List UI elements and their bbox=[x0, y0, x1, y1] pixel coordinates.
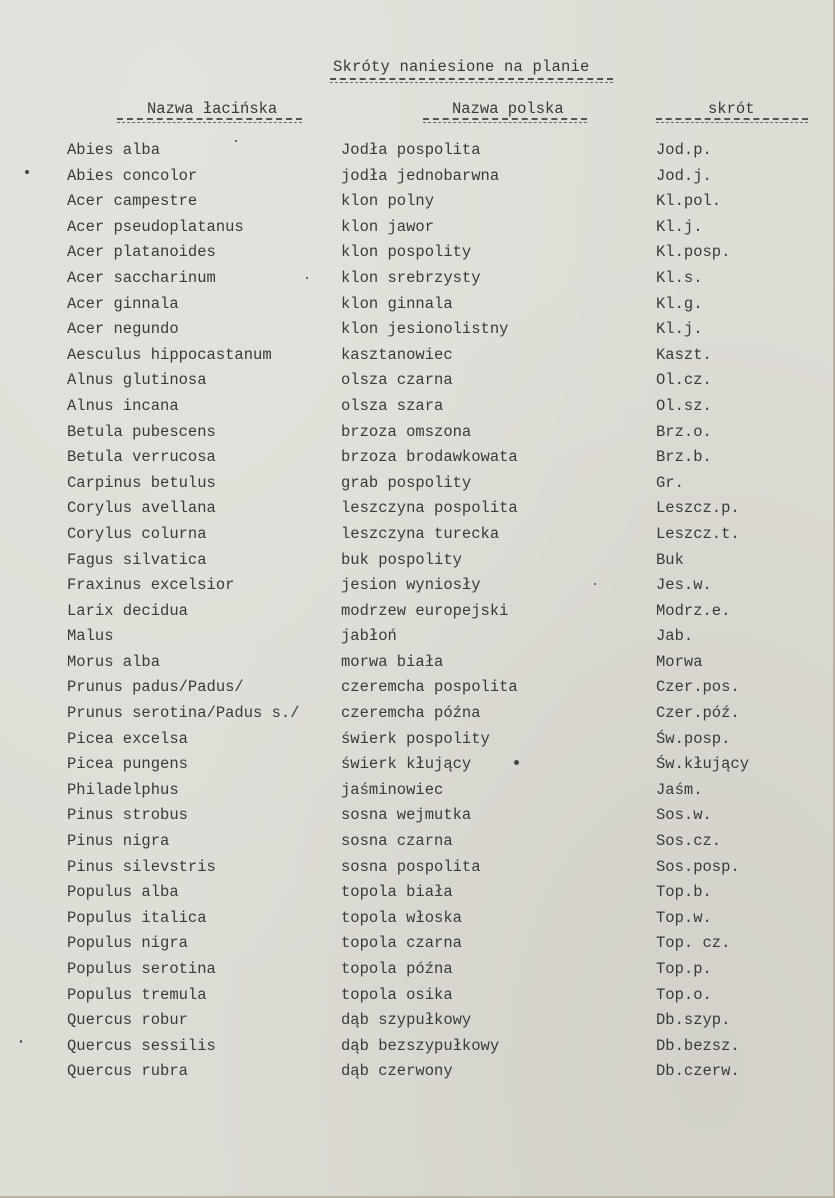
table-row bbox=[0, 777, 833, 803]
abbreviation-cell: Jod.p. bbox=[656, 141, 712, 159]
paper-speck bbox=[20, 1040, 22, 1043]
abbreviation-cell: Brz.b. bbox=[656, 448, 712, 467]
latin-name-cell: Philadelphus bbox=[67, 780, 179, 799]
polish-name-cell: brzoza omszona bbox=[341, 422, 472, 441]
polish-name-cell: dąb czerwony bbox=[341, 1062, 453, 1081]
latin-name-cell: Acer campestre bbox=[67, 192, 198, 211]
latin-name-cell: Alnus glutinosa bbox=[67, 371, 207, 390]
latin-name-cell: Populus italica bbox=[67, 908, 207, 927]
latin-name-cell: Abies concolor bbox=[67, 166, 198, 185]
table-row bbox=[0, 649, 833, 675]
polish-name-cell: klon polny bbox=[341, 192, 435, 211]
table-row bbox=[0, 828, 833, 854]
polish-name-cell: dąb szypułkowy bbox=[341, 1011, 472, 1030]
abbreviation-cell: Sos.cz. bbox=[656, 832, 722, 851]
table-row bbox=[0, 982, 833, 1008]
table-row bbox=[0, 674, 833, 700]
latin-name-cell: Acer pseudoplatanus bbox=[67, 217, 244, 236]
polish-name-cell: buk pospolity bbox=[341, 550, 462, 569]
latin-name-cell: Populus tremula bbox=[67, 985, 207, 1004]
abbreviation-cell: Jaśm. bbox=[656, 780, 703, 799]
title-underline bbox=[330, 78, 613, 80]
abbreviation-cell: Kl.j. bbox=[656, 320, 703, 339]
latin-name-cell: Populus alba bbox=[67, 883, 179, 902]
polish-name-cell: klon jesionolistny bbox=[341, 320, 509, 339]
table-row bbox=[0, 316, 833, 342]
abbreviation-cell: Ol.cz. bbox=[656, 371, 712, 390]
table-row bbox=[0, 495, 833, 521]
polish-name-cell: klon ginnala bbox=[341, 294, 453, 313]
table-row bbox=[0, 598, 833, 624]
abbreviation-cell: Czer.póź. bbox=[656, 704, 740, 723]
table-row bbox=[0, 700, 833, 726]
latin-name-cell: Prunus serotina/Padus s./ bbox=[67, 704, 300, 723]
latin-name-cell: Corylus colurna bbox=[67, 524, 207, 543]
latin-name-cell: Abies alba bbox=[67, 141, 161, 159]
table-row bbox=[0, 137, 833, 163]
polish-name-cell: kasztanowiec bbox=[341, 345, 453, 364]
polish-name-cell: świerk pospolity bbox=[341, 729, 490, 748]
polish-name-cell: leszczyna pospolita bbox=[341, 499, 518, 518]
table-row bbox=[0, 930, 833, 956]
abbreviation-cell: Db.czerw. bbox=[656, 1062, 740, 1081]
latin-name-cell: Picea pungens bbox=[67, 755, 188, 774]
paper-speck bbox=[514, 760, 519, 765]
table-row bbox=[0, 1007, 833, 1033]
abbreviation-cell: Czer.pos. bbox=[656, 678, 740, 697]
table-row bbox=[0, 239, 833, 265]
table-row bbox=[0, 956, 833, 982]
polish-name-cell: modrzew europejski bbox=[341, 601, 509, 620]
abbreviation-cell: Top.b. bbox=[656, 883, 712, 902]
latin-name-cell: Fagus silvatica bbox=[67, 550, 207, 569]
table-row bbox=[0, 547, 833, 573]
table-row bbox=[0, 470, 833, 496]
polish-name-cell: morwa biała bbox=[341, 652, 444, 671]
table-row bbox=[0, 802, 833, 828]
abbreviation-cell: Kl.g. bbox=[656, 294, 703, 313]
polish-name-cell: sosna czarna bbox=[341, 832, 453, 851]
latin-name-cell: Acer platanoides bbox=[67, 243, 216, 262]
header-abbreviation-underline-double bbox=[656, 122, 808, 123]
header-latin-underline-double bbox=[117, 122, 302, 123]
latin-name-cell: Corylus avellana bbox=[67, 499, 216, 518]
table-row bbox=[0, 1033, 833, 1059]
polish-name-cell: leszczyna turecka bbox=[341, 524, 500, 543]
latin-name-cell: Acer ginnala bbox=[67, 294, 179, 313]
table-row bbox=[0, 726, 833, 752]
table-row bbox=[0, 291, 833, 317]
polish-name-cell: klon pospolity bbox=[341, 243, 472, 262]
latin-name-cell: Quercus robur bbox=[67, 1011, 188, 1030]
polish-name-cell: jaśminowiec bbox=[341, 780, 444, 799]
polish-name-cell: czeremcha pospolita bbox=[341, 678, 518, 697]
abbreviation-cell: Top.w. bbox=[656, 908, 712, 927]
abbreviation-cell: Top.p. bbox=[656, 960, 712, 978]
polish-name-cell: olsza czarna bbox=[341, 371, 453, 390]
table-row bbox=[0, 623, 833, 649]
header-polish-underline bbox=[423, 118, 587, 120]
paper-speck bbox=[235, 140, 237, 142]
table-row bbox=[0, 393, 833, 419]
latin-name-cell: Alnus incana bbox=[67, 396, 179, 415]
polish-name-cell: topola późna bbox=[341, 960, 453, 978]
latin-name-cell: Quercus rubra bbox=[67, 1062, 188, 1081]
table-row bbox=[0, 163, 833, 189]
header-latin-name: Nazwa łacińska bbox=[147, 100, 278, 118]
latin-name-cell: Acer saccharinum bbox=[67, 268, 216, 287]
polish-name-cell: jabłoń bbox=[341, 627, 397, 646]
abbreviation-cell: Kl.j. bbox=[656, 217, 703, 236]
polish-name-cell: topola włoska bbox=[341, 908, 462, 927]
abbreviation-cell: Brz.o. bbox=[656, 422, 712, 441]
table-row bbox=[0, 879, 833, 905]
abbreviation-cell: Sos.w. bbox=[656, 806, 712, 825]
abbreviation-cell: Jab. bbox=[656, 627, 694, 646]
polish-name-cell: brzoza brodawkowata bbox=[341, 448, 518, 467]
latin-name-cell: Betula pubescens bbox=[67, 422, 216, 441]
header-polish-underline-double bbox=[423, 122, 587, 123]
abbreviation-cell: Leszcz.t. bbox=[656, 524, 740, 543]
abbreviation-cell: Jes.w. bbox=[656, 576, 712, 595]
abbreviation-cell: Kl.s. bbox=[656, 268, 703, 287]
latin-name-cell: Populus serotina bbox=[67, 960, 216, 978]
latin-name-cell: Morus alba bbox=[67, 652, 161, 671]
abbreviation-cell: Jod.j. bbox=[656, 166, 712, 185]
abbreviation-cell: Modrz.e. bbox=[656, 601, 731, 620]
paper-speck bbox=[25, 170, 29, 174]
abbreviation-cell: Ol.sz. bbox=[656, 396, 712, 415]
abbreviation-cell: Gr. bbox=[656, 473, 684, 492]
latin-name-cell: Betula verrucosa bbox=[67, 448, 216, 467]
abbreviation-cell: Top. cz. bbox=[656, 934, 731, 953]
table-row bbox=[0, 521, 833, 547]
header-latin-underline bbox=[117, 118, 302, 120]
polish-name-cell: topola czarna bbox=[341, 934, 462, 953]
paper-speck bbox=[594, 583, 596, 585]
table-row bbox=[0, 905, 833, 931]
polish-name-cell: klon jawor bbox=[341, 217, 435, 236]
latin-name-cell: Malus bbox=[67, 627, 114, 646]
table-row bbox=[0, 854, 833, 880]
abbreviation-cell: Kl.pol. bbox=[656, 192, 722, 211]
abbreviation-cell: Db.szyp. bbox=[656, 1011, 731, 1030]
abbreviation-cell: Sos.posp. bbox=[656, 857, 740, 876]
page-title: Skróty naniesione na planie bbox=[333, 58, 590, 76]
latin-name-cell: Quercus sessilis bbox=[67, 1036, 216, 1055]
polish-name-cell: jodła jednobarwna bbox=[341, 166, 500, 185]
polish-name-cell: dąb bezszypułkowy bbox=[341, 1036, 500, 1055]
polish-name-cell: topola osika bbox=[341, 985, 453, 1004]
abbreviation-cell: Leszcz.p. bbox=[656, 499, 740, 518]
table-row bbox=[0, 419, 833, 445]
table-row bbox=[0, 342, 833, 368]
table-row bbox=[0, 265, 833, 291]
abbreviation-cell: Św.kłujący bbox=[656, 755, 750, 774]
paper-speck bbox=[306, 277, 308, 279]
abbreviation-cell: Kaszt. bbox=[656, 345, 712, 364]
polish-name-cell: jesion wyniosły bbox=[341, 576, 481, 595]
latin-name-cell: Aesculus hippocastanum bbox=[67, 345, 272, 364]
latin-name-cell: Acer negundo bbox=[67, 320, 179, 339]
species-table bbox=[0, 137, 833, 1084]
abbreviation-cell: Kl.posp. bbox=[656, 243, 731, 262]
abbreviation-cell: Buk bbox=[656, 550, 684, 569]
header-abbreviation-underline bbox=[656, 118, 808, 120]
polish-name-cell: świerk kłujący bbox=[341, 755, 472, 774]
table-row bbox=[0, 188, 833, 214]
latin-name-cell: Pinus strobus bbox=[67, 806, 188, 825]
polish-name-cell: czeremcha późna bbox=[341, 704, 481, 723]
polish-name-cell: Jodła pospolita bbox=[341, 141, 481, 159]
polish-name-cell: klon srebrzysty bbox=[341, 268, 481, 287]
table-row bbox=[0, 751, 833, 777]
table-row bbox=[0, 367, 833, 393]
table-row bbox=[0, 572, 833, 598]
table-row bbox=[0, 444, 833, 470]
latin-name-cell: Carpinus betulus bbox=[67, 473, 216, 492]
abbreviation-cell: Morwa bbox=[656, 652, 703, 671]
header-polish-name: Nazwa polska bbox=[452, 100, 564, 118]
abbreviation-cell: Db.bezsz. bbox=[656, 1036, 740, 1055]
latin-name-cell: Prunus padus/Padus/ bbox=[67, 678, 244, 697]
latin-name-cell: Populus nigra bbox=[67, 934, 188, 953]
latin-name-cell: Larix decidua bbox=[67, 601, 188, 620]
title-underline-double bbox=[330, 82, 613, 83]
latin-name-cell: Fraxinus excelsior bbox=[67, 576, 235, 595]
polish-name-cell: sosna pospolita bbox=[341, 857, 481, 876]
polish-name-cell: grab pospolity bbox=[341, 473, 472, 492]
table-row bbox=[0, 1058, 833, 1084]
polish-name-cell: sosna wejmutka bbox=[341, 806, 472, 825]
abbreviation-cell: Top.o. bbox=[656, 985, 712, 1004]
latin-name-cell: Pinus silevstris bbox=[67, 857, 216, 876]
polish-name-cell: topola biała bbox=[341, 883, 453, 902]
abbreviation-cell: Św.posp. bbox=[656, 729, 731, 748]
latin-name-cell: Pinus nigra bbox=[67, 832, 170, 851]
polish-name-cell: olsza szara bbox=[341, 396, 444, 415]
header-abbreviation: skrót bbox=[708, 100, 755, 118]
latin-name-cell: Picea excelsa bbox=[67, 729, 188, 748]
table-row bbox=[0, 214, 833, 240]
